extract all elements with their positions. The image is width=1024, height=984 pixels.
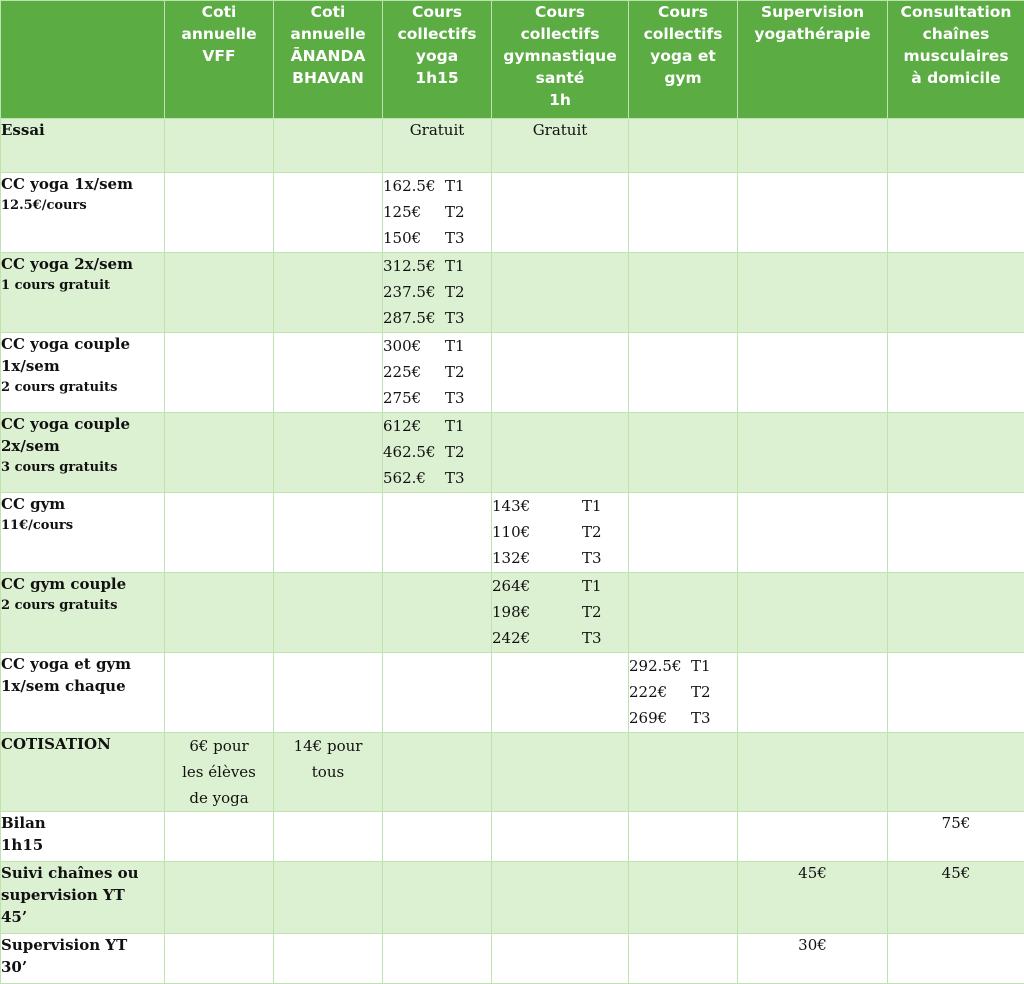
price-line [492, 573, 628, 599]
empty-cell [629, 333, 738, 413]
price-line [383, 305, 491, 331]
term-label: T1 [445, 173, 465, 199]
empty-cell [492, 173, 629, 253]
term-label: T3 [582, 625, 602, 651]
header-coti-ananda: Coti annuelle ĀNANDA BHAVAN [274, 1, 383, 119]
gym-trial-cell: Gratuit [492, 119, 629, 173]
row-sublabel: 11€/cours [1, 515, 164, 537]
price-amount: 237.5€ [383, 279, 445, 305]
empty-cell [629, 573, 738, 653]
price-line [383, 413, 491, 439]
price-line [629, 679, 737, 705]
empty-cell [274, 119, 383, 173]
row-label: CC gym [1, 493, 164, 515]
header-supervision: Supervision yogathérapie [738, 1, 888, 119]
term-label: T3 [445, 225, 465, 251]
empty-cell [888, 653, 1024, 733]
empty-cell [888, 934, 1024, 984]
row-label: CC yoga couple 1x/sem [1, 333, 164, 377]
row-label-cell [1, 862, 165, 934]
price-amount: 143€ [492, 493, 578, 519]
row-label: Suivi chaînes ou supervision YT 45’ [1, 862, 164, 928]
empty-cell [383, 812, 492, 862]
empty-cell [888, 333, 1024, 413]
empty-cell [888, 413, 1024, 493]
empty-cell [165, 934, 274, 984]
empty-cell [165, 493, 274, 573]
empty-cell [888, 573, 1024, 653]
row-label-cell [1, 812, 165, 862]
empty-cell [738, 573, 888, 653]
price-amount: 269€ [629, 705, 691, 731]
empty-cell [738, 333, 888, 413]
row-label: CC yoga 2x/sem [1, 253, 164, 275]
supervision-price-cell: 45€ [738, 862, 888, 934]
header-yoga-courses: Cours collectifs yoga 1h15 [383, 1, 492, 119]
empty-cell [383, 573, 492, 653]
header-coti-vff: Coti annuelle VFF [165, 1, 274, 119]
term-label: T2 [445, 359, 465, 385]
table-row-supervision-30 [1, 934, 1024, 984]
price-line [383, 279, 491, 305]
empty-cell [165, 812, 274, 862]
header-corner [1, 1, 165, 119]
term-label: T1 [445, 413, 465, 439]
price-amount: 132€ [492, 545, 578, 571]
price-line [492, 545, 628, 571]
price-line [383, 173, 491, 199]
empty-cell [274, 934, 383, 984]
empty-cell [629, 934, 738, 984]
price-amount: 242€ [492, 625, 578, 651]
empty-cell [629, 119, 738, 173]
empty-cell [738, 493, 888, 573]
row-sublabel: 12.5€/cours [1, 195, 164, 217]
header-row [1, 1, 1024, 119]
empty-cell [165, 862, 274, 934]
vff-fee-cell: 6€ pour les élèves de yoga [165, 733, 274, 812]
term-label: T2 [445, 199, 465, 225]
empty-cell [274, 333, 383, 413]
row-label-cell [1, 413, 165, 493]
table-row-cotisation [1, 733, 1024, 812]
empty-cell [629, 493, 738, 573]
empty-cell [383, 862, 492, 934]
empty-cell [165, 573, 274, 653]
row-label-cell [1, 573, 165, 653]
empty-cell [383, 733, 492, 812]
empty-cell [274, 173, 383, 253]
supervision-price-cell: 30€ [738, 934, 888, 984]
row-label: CC yoga 1x/sem [1, 173, 164, 195]
price-amount: 562.€ [383, 465, 445, 491]
consultation-price-cell: 75€ [888, 812, 1024, 862]
empty-cell [629, 862, 738, 934]
term-label: T3 [445, 305, 465, 331]
empty-cell [165, 413, 274, 493]
price-amount: 287.5€ [383, 305, 445, 331]
empty-cell [629, 173, 738, 253]
price-amount: 264€ [492, 573, 578, 599]
row-label: CC gym couple [1, 573, 164, 595]
empty-cell [738, 413, 888, 493]
term-label: T2 [445, 279, 465, 305]
price-line [383, 465, 491, 491]
empty-cell [738, 119, 888, 173]
empty-cell [629, 253, 738, 333]
empty-cell [274, 253, 383, 333]
row-label-cell [1, 173, 165, 253]
empty-cell [165, 173, 274, 253]
price-amount: 275€ [383, 385, 445, 411]
yoga-price-cell [383, 413, 492, 493]
term-label: T2 [582, 519, 602, 545]
empty-cell [738, 173, 888, 253]
empty-cell [492, 653, 629, 733]
row-label: CC yoga couple 2x/sem [1, 413, 164, 457]
price-amount: 150€ [383, 225, 445, 251]
price-amount: 462.5€ [383, 439, 445, 465]
term-label: T1 [691, 653, 711, 679]
empty-cell [274, 862, 383, 934]
price-line [492, 493, 628, 519]
table-row-essai [1, 119, 1024, 173]
row-label-cell [1, 333, 165, 413]
header-yoga-gym-courses: Cours collectifs yoga et gym [629, 1, 738, 119]
term-label: T1 [582, 493, 602, 519]
term-label: T2 [445, 439, 465, 465]
empty-cell [738, 733, 888, 812]
table-row-yoga-gym [1, 653, 1024, 733]
price-line [383, 385, 491, 411]
empty-cell [738, 253, 888, 333]
term-label: T3 [445, 465, 465, 491]
empty-cell [383, 653, 492, 733]
price-line [492, 625, 628, 651]
empty-cell [165, 653, 274, 733]
empty-cell [383, 493, 492, 573]
row-label-cell [1, 253, 165, 333]
row-sublabel: 2 cours gratuits [1, 377, 164, 399]
row-label: CC yoga et gym 1x/sem chaque [1, 653, 164, 697]
table-row-gym [1, 493, 1024, 573]
row-sublabel: 3 cours gratuits [1, 457, 164, 479]
empty-cell [492, 812, 629, 862]
consultation-price-cell: 45€ [888, 862, 1024, 934]
yoga-trial-cell: Gratuit [383, 119, 492, 173]
empty-cell [492, 934, 629, 984]
price-amount: 125€ [383, 199, 445, 225]
empty-cell [383, 934, 492, 984]
gym-price-cell [492, 493, 629, 573]
term-label: T3 [691, 705, 711, 731]
table-row-bilan [1, 812, 1024, 862]
term-label: T1 [445, 253, 465, 279]
empty-cell [165, 119, 274, 173]
empty-cell [274, 493, 383, 573]
empty-cell [165, 333, 274, 413]
empty-cell [888, 493, 1024, 573]
empty-cell [888, 733, 1024, 812]
gym-price-cell [492, 573, 629, 653]
header-gym-courses: Cours collectifs gymnastique santé 1h [492, 1, 629, 119]
term-label: T1 [582, 573, 602, 599]
price-line [629, 705, 737, 731]
ananda-fee-cell: 14€ pour tous [274, 733, 383, 812]
table-row-yoga-2x [1, 253, 1024, 333]
header-consultation: Consultation chaînes musculaires à domicile [888, 1, 1024, 119]
price-amount: 612€ [383, 413, 445, 439]
empty-cell [738, 812, 888, 862]
empty-cell [888, 253, 1024, 333]
row-label: Supervision YT 30’ [1, 934, 164, 978]
term-label: T3 [582, 545, 602, 571]
empty-cell [492, 413, 629, 493]
price-amount: 312.5€ [383, 253, 445, 279]
price-amount: 198€ [492, 599, 578, 625]
table-row-gym-couple [1, 573, 1024, 653]
row-label: COTISATION [1, 733, 164, 755]
row-label: Bilan 1h15 [1, 812, 164, 856]
row-label-cell [1, 493, 165, 573]
empty-cell [888, 119, 1024, 173]
price-amount: 162.5€ [383, 173, 445, 199]
row-label: Essai [1, 119, 164, 141]
price-line [383, 199, 491, 225]
empty-cell [492, 862, 629, 934]
term-label: T3 [445, 385, 465, 411]
row-label-cell [1, 653, 165, 733]
empty-cell [738, 653, 888, 733]
table-row-yoga-1x [1, 173, 1024, 253]
table-row-suivi [1, 862, 1024, 934]
table-row-yoga-couple-2x [1, 413, 1024, 493]
row-label-cell [1, 934, 165, 984]
yoga-price-cell [383, 253, 492, 333]
price-line [492, 599, 628, 625]
price-line [492, 519, 628, 545]
price-line [383, 359, 491, 385]
row-label-cell [1, 733, 165, 812]
term-label: T2 [691, 679, 711, 705]
price-line [629, 653, 737, 679]
row-sublabel: 1 cours gratuit [1, 275, 164, 297]
row-sublabel: 2 cours gratuits [1, 595, 164, 617]
term-label: T1 [445, 333, 465, 359]
price-line [383, 439, 491, 465]
price-line [383, 333, 491, 359]
price-line [383, 225, 491, 251]
term-label: T2 [582, 599, 602, 625]
price-amount: 225€ [383, 359, 445, 385]
empty-cell [274, 653, 383, 733]
price-amount: 222€ [629, 679, 691, 705]
empty-cell [492, 333, 629, 413]
price-line [383, 253, 491, 279]
empty-cell [274, 573, 383, 653]
price-amount: 300€ [383, 333, 445, 359]
empty-cell [492, 733, 629, 812]
price-amount: 110€ [492, 519, 578, 545]
yoga-price-cell [383, 333, 492, 413]
empty-cell [274, 812, 383, 862]
row-label-cell [1, 119, 165, 173]
yoga-price-cell [383, 173, 492, 253]
empty-cell [629, 733, 738, 812]
combo-price-cell [629, 653, 738, 733]
empty-cell [888, 173, 1024, 253]
empty-cell [629, 413, 738, 493]
table-row-yoga-couple-1x [1, 333, 1024, 413]
empty-cell [274, 413, 383, 493]
empty-cell [492, 253, 629, 333]
empty-cell [629, 812, 738, 862]
price-amount: 292.5€ [629, 653, 691, 679]
empty-cell [165, 253, 274, 333]
